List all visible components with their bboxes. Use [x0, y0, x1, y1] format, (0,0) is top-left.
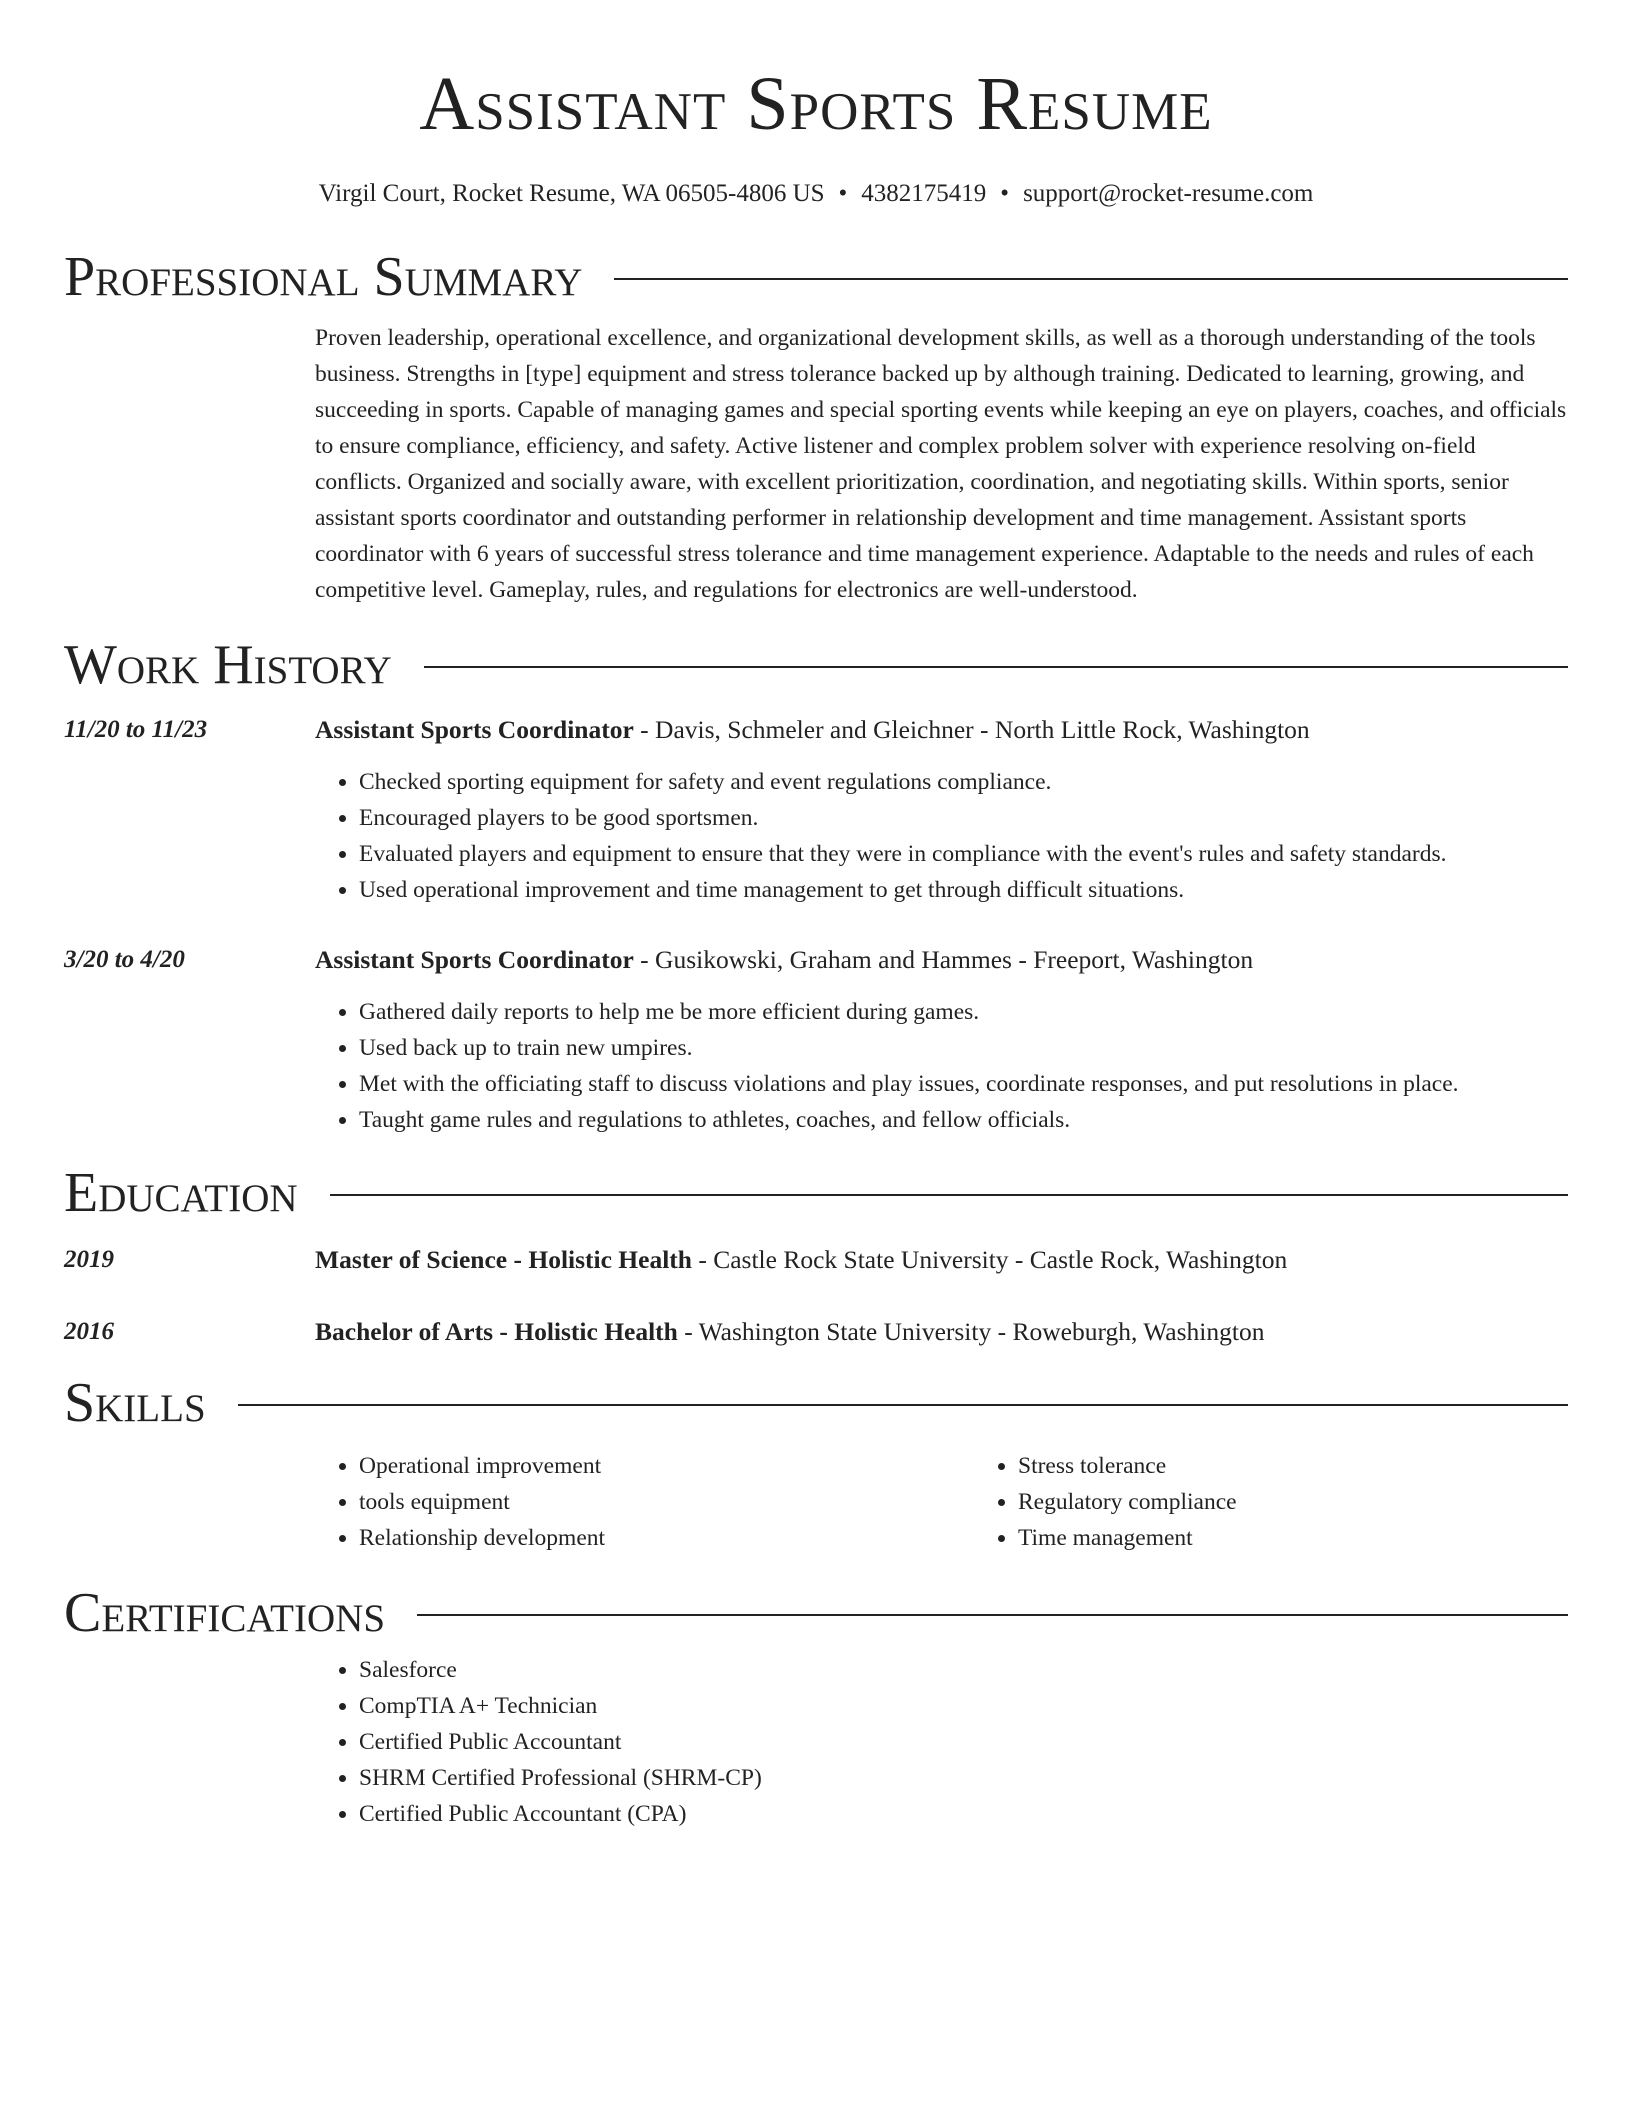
summary-text: Proven leadership, operational excellence, and organizational development skills, as well as a thorough understanding of the tools business. Strengths in [type] equipment and stress tolerance backed up by although training. Dedicated to learning, growing, and succeeding in sports. Capable of managing games and special sporting events while keeping an eye on players, coaches, and officials to ensure compliance, efficiency, and safety. Active listener and complex problem solver with experience resolving on-field conflicts. Organized and socially aware, with excellent prioritization, coordination, and negotiating skills. Within sports, senior assistant sports coordinator and outstanding performer in relationship development and time management. Assistant sports coordinator with 6 years of successful stress tolerance and time management experience. Adaptable to the needs and rules of each competitive level. Gameplay, rules, and regulations for electronics are well-understood. [315, 325, 1567, 603]
work-section-header [64, 632, 1568, 698]
certifications-section-title: Certifications [64, 1582, 386, 1644]
certifications-row [64, 1646, 1568, 1832]
job-heading [315, 712, 1568, 748]
section-divider [614, 278, 1568, 280]
summary-left-spacer [64, 320, 315, 608]
summary-section-title: Professional Summary [64, 246, 583, 308]
education-school: - Washington State University - Roweburgh, Washington [677, 1317, 1265, 1346]
skills-grid [315, 1448, 1632, 1556]
job-role: Assistant Sports Coordinator [315, 945, 634, 974]
certification-item: • SHRM Certified Professional (SHRM-CP) [359, 1760, 1568, 1796]
contact-phone: 4382175419 [861, 180, 987, 207]
certifications-list-wrap [315, 1646, 1568, 1832]
education-entry [64, 1314, 1568, 1350]
certification-item: • CompTIA A+ Technician [359, 1688, 1568, 1724]
job-heading [315, 942, 1568, 978]
job-role: Assistant Sports Coordinator [315, 715, 634, 744]
skills-list-left [315, 1448, 974, 1556]
resume-page [64, 0, 1568, 1832]
job-entry [64, 712, 1568, 908]
education-degree: Master of Science - Holistic Health [315, 1245, 692, 1274]
certification-item: • Certified Public Accountant (CPA) [359, 1796, 1568, 1832]
contact-separator: • [1000, 180, 1010, 207]
education-details [315, 1314, 1568, 1350]
job-company: - Gusikowski, Graham and Hammes - Freeport, Washington [633, 945, 1254, 974]
section-divider [238, 1404, 1568, 1406]
skills-row [64, 1436, 1568, 1556]
list-item: • Encouraged players to be good sportsmen. [359, 800, 1568, 836]
certification-item: • Certified Public Accountant [359, 1724, 1568, 1760]
skills-left-spacer [64, 1436, 315, 1556]
job-bullets [315, 764, 1568, 908]
certifications-list [315, 1652, 1568, 1832]
skills-section-header [64, 1370, 1568, 1436]
list-item: • Taught game rules and regulations to athletes, coaches, and fellow officials. [359, 1102, 1568, 1138]
skill-item: • tools equipment [359, 1484, 974, 1520]
skill-item: • Stress tolerance [1018, 1448, 1632, 1484]
summary-section-header [64, 244, 1568, 310]
list-item: • Gathered daily reports to help me be more efficient during games. [359, 994, 1568, 1030]
skill-item: • Regulatory compliance [1018, 1484, 1632, 1520]
skill-item: • Operational improvement [359, 1448, 974, 1484]
education-year: 2019 [64, 1246, 114, 1273]
contact-email: support@rocket-resume.com [1023, 180, 1314, 207]
list-item: • Used back up to train new umpires. [359, 1030, 1568, 1066]
job-bullets [315, 994, 1568, 1138]
job-details [315, 712, 1568, 908]
skills-section-title: Skills [64, 1372, 206, 1434]
education-section-title: Education [64, 1162, 298, 1224]
list-item: • Checked sporting equipment for safety and event regulations compliance. [359, 764, 1568, 800]
section-divider [330, 1194, 1568, 1196]
list-item: • Evaluated players and equipment to ensure that they were in compliance with the event's rules and safety standards. [359, 836, 1568, 872]
certifications-left-spacer [64, 1646, 315, 1832]
resume-title: Assistant Sports Resume [419, 62, 1213, 146]
education-year: 2016 [64, 1318, 114, 1345]
education-details [315, 1242, 1568, 1278]
education-section-header [64, 1160, 1568, 1226]
summary-row [64, 320, 1568, 608]
contact-line [64, 178, 1568, 210]
education-degree: Bachelor of Arts - Holistic Health [315, 1317, 678, 1346]
contact-address: Virgil Court, Rocket Resume, WA 06505-4806 US [318, 180, 825, 207]
skills-list-right [974, 1448, 1632, 1556]
contact-separator: • [838, 180, 848, 207]
education-entry [64, 1242, 1568, 1278]
job-entry [64, 942, 1568, 1138]
certification-item: • Salesforce [359, 1652, 1568, 1688]
job-dates: 3/20 to 4/20 [64, 946, 185, 973]
skill-item: • Relationship development [359, 1520, 974, 1556]
certifications-section-header [64, 1580, 1568, 1646]
work-section-title: Work History [64, 634, 392, 696]
skill-item: • Time management [1018, 1520, 1632, 1556]
section-divider [424, 666, 1568, 668]
section-divider [417, 1614, 1568, 1616]
job-details [315, 942, 1568, 1138]
list-item: • Used operational improvement and time management to get through difficult situations. [359, 872, 1568, 908]
list-item: • Met with the officiating staff to discuss violations and play issues, coordinate responses, and put resolutions in place. [359, 1066, 1568, 1102]
education-school: - Castle Rock State University - Castle Rock, Washington [691, 1245, 1288, 1274]
job-company: - Davis, Schmeler and Gleichner - North Little Rock, Washington [633, 715, 1310, 744]
job-dates: 11/20 to 11/23 [64, 716, 208, 743]
